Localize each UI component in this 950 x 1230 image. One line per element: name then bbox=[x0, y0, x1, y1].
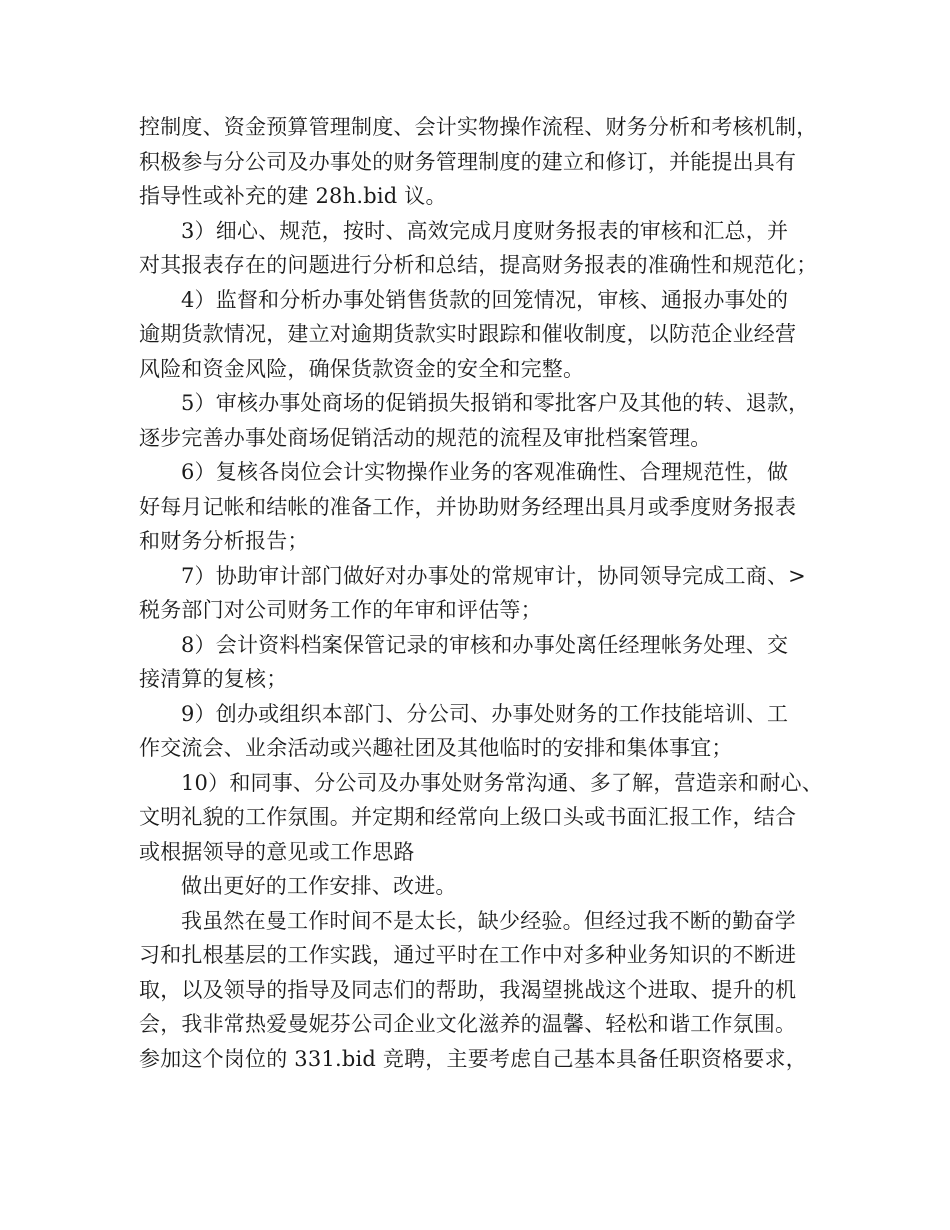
text-line: 或根据领导的意见或工作思路 bbox=[139, 839, 415, 864]
text-line: 好每月记帐和结帐的准备工作，并协助财务经理出具月或季度财务报表 bbox=[139, 494, 797, 519]
text-line: 4）监督和分析办事处销售货款的回笼情况，审核、通报办事处的 bbox=[181, 287, 789, 312]
text-line: 8）会计资料档案保管记录的审核和办事处离任经理帐务处理、交 bbox=[181, 632, 789, 657]
document-body bbox=[139, 110, 823, 1076]
text-line: 逾期货款情况，建立对逾期货款实时跟踪和催收制度，以防范企业经营 bbox=[139, 322, 797, 346]
text-line: 5）审核办事处商场的促销损失报销和零批客户及其他的转、退款， bbox=[181, 391, 810, 415]
text-line: 接清算的复核； bbox=[139, 667, 288, 691]
text-line: 习和扎根基层的工作实践，通过平时在工作中对多种业务知识的不断进 bbox=[139, 943, 797, 967]
text-line: 文明礼貌的工作氛围。并定期和经常向上级口头或书面汇报工作，结合 bbox=[139, 805, 797, 829]
text-line: 对其报表存在的问题进行分析和总结，提高财务报表的准确性和规范化； bbox=[139, 253, 818, 277]
text-line: 税务部门对公司财务工作的年审和评估等； bbox=[139, 598, 542, 622]
text-line: 3）细心、规范，按时、高效完成月度财务报表的审核和汇总，并 bbox=[181, 218, 789, 243]
text-line: 控制度、资金预算管理制度、会计实物操作流程、财务分析和考核机制， bbox=[139, 115, 818, 139]
text-line: 逐步完善办事处商场促销活动的规范的流程及审批档案管理。 bbox=[139, 425, 712, 450]
text-line: 作交流会、业余活动或兴趣社团及其他临时的安排和集体事宜； bbox=[139, 736, 733, 760]
text-line: 10）和同事、分公司及办事处财务常沟通、多了解，营造亲和耐心、 bbox=[181, 770, 823, 795]
text-line: 做出更好的工作安排、改进。 bbox=[181, 874, 457, 898]
text-line: 6）复核各岗位会计实物操作业务的客观准确性、合理规范性，做 bbox=[181, 460, 789, 484]
text-line: 取，以及领导的指导及同志们的帮助，我渴望挑战这个进取、提升的机 bbox=[139, 977, 797, 1002]
text-line: 会，我非常热爱曼妮芬公司企业文化滋养的温馨、轻松和谐工作氛围。 bbox=[139, 1012, 797, 1036]
text-line: 9）创办或组织本部门、分公司、办事处财务的工作技能培训、工 bbox=[181, 701, 789, 726]
text-line: 参加这个岗位的 331.bid 竞聘，主要考虑自己基本具备任职资格要求， bbox=[139, 1046, 807, 1071]
text-line: 和财务分析报告； bbox=[139, 529, 309, 553]
text-line: 指导性或补充的建 28h.bid 议。 bbox=[139, 184, 447, 208]
text-line: 风险和资金风险，确保货款资金的安全和完整。 bbox=[139, 356, 585, 381]
text-line: 我虽然在曼工作时间不是太长，缺少经验。但经过我不断的勤奋学 bbox=[181, 908, 796, 933]
text-line: 7）协助审计部门做好对办事处的常规审计，协同领导完成工商、> bbox=[181, 563, 806, 588]
text-line: 积极参与分公司及办事处的财务管理制度的建立和修订，并能提出具有 bbox=[139, 149, 797, 174]
